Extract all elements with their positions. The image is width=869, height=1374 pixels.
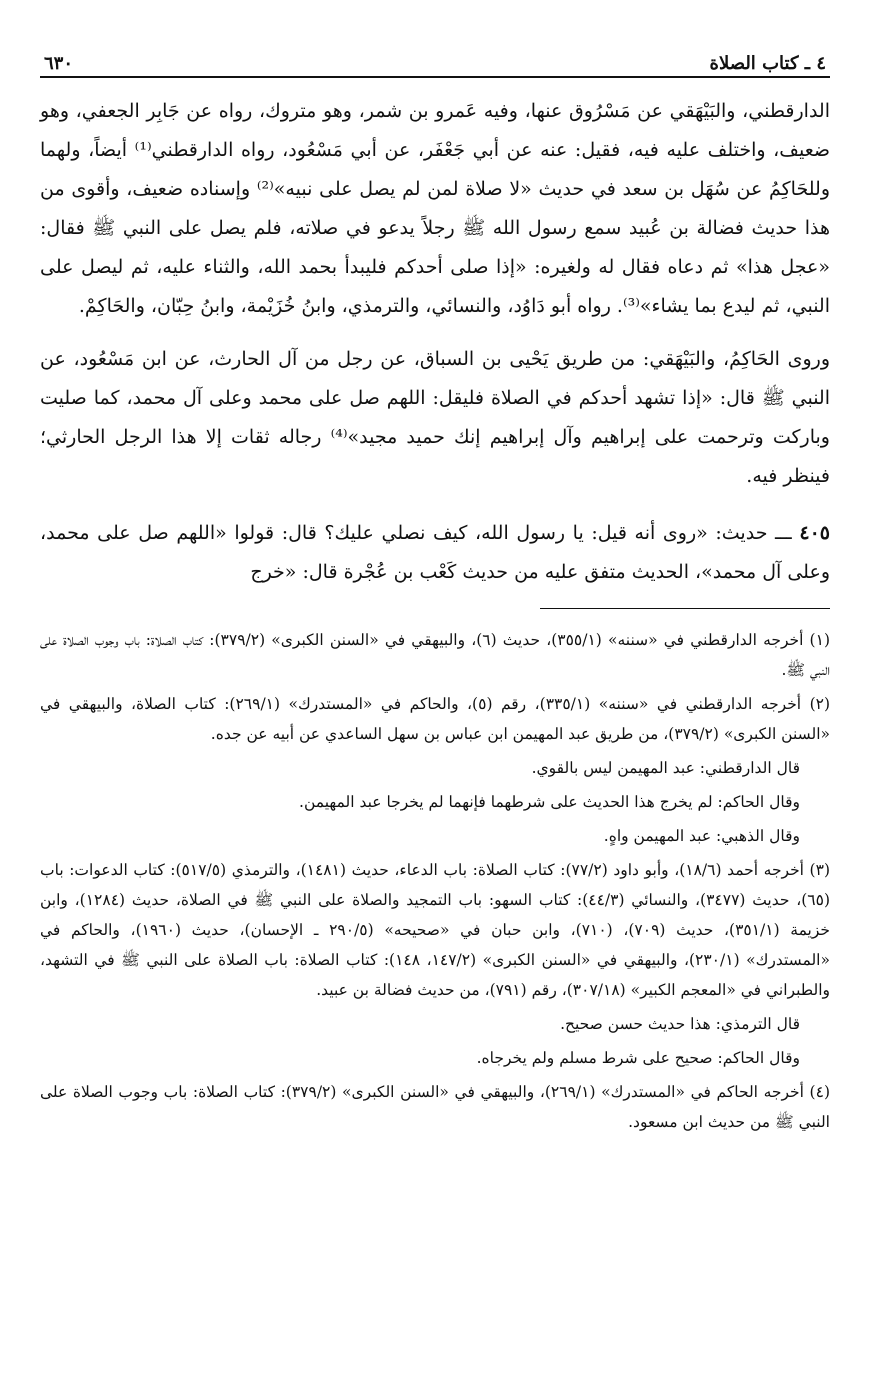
footnote-separator: [540, 608, 830, 609]
chapter-title: ٤ ـ كتاب الصلاة: [709, 53, 826, 74]
footnote-quote: وقال الحاكم: لم يخرج هذا الحديث على شرطهما فإنهما لم يخرجا عبد المهيمن.: [299, 793, 800, 811]
footnote-text: (٤) أخرجه الحاكم في «المستدرك» (٢٦٩/١)، والبيهقي في «السنن الكبرى» (٣٧٩/٢): كتاب الصلاة: باب وجوب الصلاة على النبي ﷺ من حديث ابن مسعود.: [40, 1083, 830, 1131]
footnote-quote: قال الدارقطني: عبد المهيمن ليس بالقوي.: [531, 759, 800, 777]
footnote-quote: قال الترمذي: هذا حديث حسن صحيح.: [560, 1015, 800, 1033]
paragraph-1: الدارقطني، والبَيْهَقي عن مَسْرُوق عنها، وفيه عَمرو بن شمر، وهو متروك، رواه عن جَابِر الجعفي، وهو ضعيف، واختلف عليه فيه، فقيل: عنه عن أبي جَعْفَر، عن أبي مَسْعُود، رواه الدارقطني⁽¹⁾ أيضاً، ولهما وللحَاكِمُ عن سُهَل بن سعد في حديث «لا صلاة لمن لم يصل على نبيه»⁽²⁾ وإسناده ضعيف، وأقوى من هذا حديث فضالة بن عُبيد سمع رسول الله ﷺ رجلاً يدعو في صلاته، فلم يصل على النبي ﷺ فقال: «عجل هذا» ثم دعاه فقال له ولغيره: «إذا صلى أحدكم فليبدأ بحمد الله، والثناء عليه، ثم ليصل على النبي، ثم ليدع بما يشاء»⁽³⁾. رواه أبو دَاوُد، والنسائي، والترمذي، وابنُ خُزَيْمة، وابنُ حِبّان، والحَاكِمْ.: [40, 100, 830, 317]
footnote-quote: وقال الذهبي: عبد المهيمن واهٍ.: [603, 827, 800, 845]
footnote-3: [40, 855, 830, 1073]
hadith-number: ٤٠٥: [799, 522, 830, 544]
footnotes: [40, 625, 830, 1137]
main-text: [40, 92, 830, 592]
footnote-4: [40, 1077, 830, 1137]
footnote-2: [40, 689, 830, 851]
footnote-quote: وقال الحاكم: صحيح على شرط مسلم ولم يخرجاه.: [476, 1049, 800, 1067]
footnote-text: (٢) أخرجه الدارقطني في «سننه» (٣٣٥/١)، رقم (٥)، والحاكم في «المستدرك» (٢٦٩/١): كتاب الصلاة، والبيهقي في «السنن الكبرى» (٣٧٩/٢)، من طريق عبد المهيمن ابن عباس بن سهل الساعدي عن أبيه عن جده.: [40, 695, 831, 743]
footnote-1: [40, 625, 830, 685]
page-number: ٦٣٠: [44, 53, 74, 74]
page-header: [40, 44, 830, 78]
hadith-paragraph: [40, 514, 830, 592]
footnote-text: (١) أخرجه الدارقطني في «سننه» (٣٥٥/١)، حديث (٦)، والبيهقي في «السنن الكبرى» (٣٧٩/٢): كتاب الصلاة: باب وجوب الصلاة على النبي ﷺ.: [40, 631, 830, 679]
book-page: [40, 44, 830, 1141]
footnote-separator-wrap: [40, 608, 830, 609]
footnote-text: (٣) أخرجه أحمد (١٨/٦)، وأبو داود (٧٧/٢): كتاب الصلاة: باب الدعاء، حديث (١٤٨١)، والترمذي (٥١٧/٥): كتاب الدعوات: باب (٦٥)، حديث (٣٤٧٧)، والنسائي (٤٤/٣): كتاب السهو: باب التمجيد والصلاة على النبي ﷺ في الصلاة، حديث (١٢٨٤)، وابن خزيمة (٣٥١/١)، حديث (٧٠٩)، (٧١٠)، وابن حبان في «صحيحه» (٢٩٠/٥ ـ الإحسان)، حديث (١٩٦٠)، والحاكم في «المستدرك» (٢٣٠/١)، والبيهقي في «السنن الكبرى» (١٤٧/٢، ١٤٨): كتاب الصلاة: باب الصلاة على النبي ﷺ في التشهد، والطبراني في «المعجم الكبير» (٣٠٧/١٨)، رقم (٧٩١)، من حديث فضالة بن عبيد.: [40, 861, 831, 999]
paragraph-2: وروى الحَاكِمُ، والبَيْهَقي: من طريق يَحْيى بن السباق، عن رجل من آل الحارث، عن ابن مَسْعُود، عن النبي ﷺ قال: «إذا تشهد أحدكم في الصلاة فليقل: اللهم صل على محمد وعلى آل محمد، كما صليت وباركت وترحمت على إبراهيم وآل إبراهيم إنك حميد مجيد»⁽⁴⁾ رجاله ثقات إلا هذا الرجل الحارثي؛ فينظر فيه.: [40, 348, 830, 487]
hadith-text: ـــ حديث: «روى أنه قيل: يا رسول الله، كيف نصلي عليك؟ قال: قولوا «اللهم صل على محمد، وعلى آل محمد»، الحديث متفق عليه من حديث كَعْب بن عُجْرة قال: «خرج: [40, 522, 830, 583]
